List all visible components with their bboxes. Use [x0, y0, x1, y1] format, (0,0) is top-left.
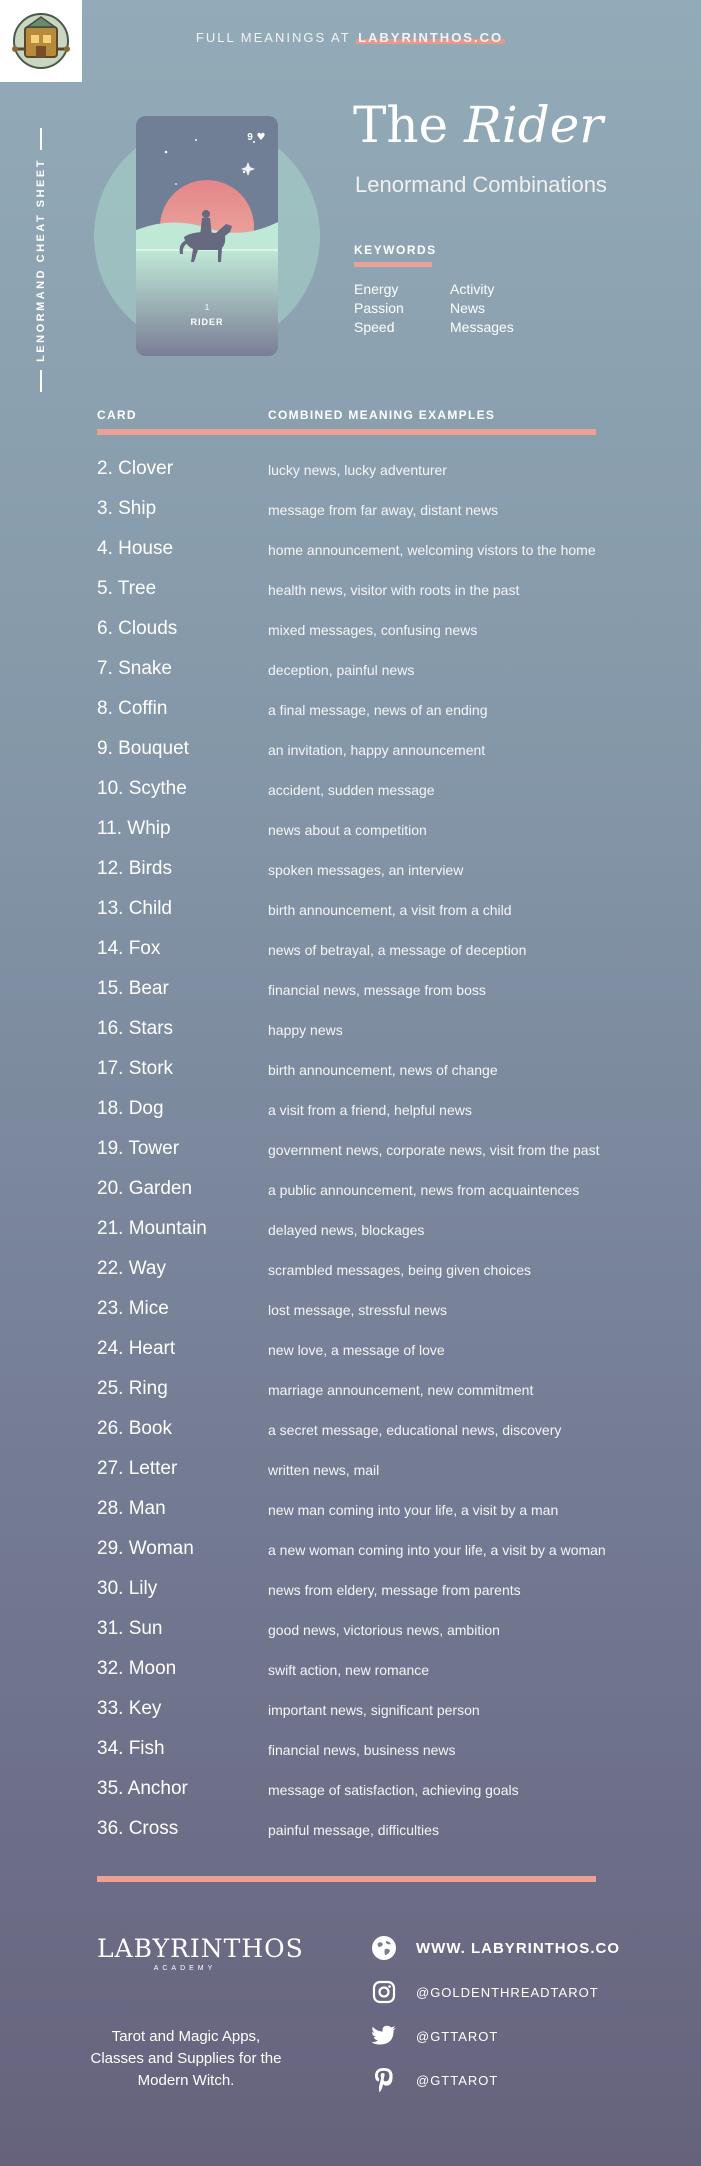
card-name-cell: 26. Book: [97, 1418, 172, 1439]
meaning-cell: good news, victorious news, ambition: [268, 1622, 500, 1638]
twitter-link[interactable]: [370, 2022, 498, 2050]
card-name-cell: 13. Child: [97, 898, 172, 919]
table-row: [97, 455, 617, 495]
table-row: [97, 1055, 617, 1095]
table-row: [97, 495, 617, 535]
table-row: [97, 575, 617, 615]
side-label-text: LENORMAND CHEAT SHEET: [35, 158, 47, 362]
card-name-cell: 10. Scythe: [97, 778, 187, 799]
card-name-cell: 30. Lily: [97, 1578, 158, 1599]
meaning-cell: new love, a message of love: [268, 1342, 445, 1358]
combinations-table: [97, 455, 617, 1855]
card-name-cell: 4. House: [97, 538, 174, 559]
instagram-icon: [370, 1978, 398, 2006]
table-row: [97, 1615, 617, 1655]
meaning-cell: mixed messages, confusing news: [268, 622, 478, 638]
meaning-cell: news of betrayal, a message of deception: [268, 942, 527, 958]
table-row: [97, 615, 617, 655]
meaning-cell: an invitation, happy announcement: [268, 742, 486, 758]
table-row: [97, 735, 617, 775]
instagram-label: @GOLDENTHREADTAROT: [416, 1984, 599, 2000]
card-name-cell: 9. Bouquet: [97, 738, 189, 759]
table-row: [97, 935, 617, 975]
table-row: [97, 855, 617, 895]
globe-icon: [370, 1934, 398, 1962]
page-title: [353, 96, 604, 154]
keyword: Passion: [354, 300, 404, 316]
meaning-cell: financial news, business news: [268, 1742, 456, 1758]
meaning-cell: important news, significant person: [268, 1702, 480, 1718]
meaning-cell: lucky news, lucky adventurer: [268, 462, 447, 478]
rider-card-illustration: [94, 112, 322, 364]
card-name-cell: 35. Anchor: [97, 1778, 188, 1799]
meaning-cell: birth announcement, a visit from a child: [268, 902, 512, 918]
pinterest-icon: [370, 2066, 398, 2094]
card-name-cell: 28. Man: [97, 1498, 166, 1519]
keywords-heading: KEYWORDS: [354, 243, 437, 257]
website-link[interactable]: [370, 1934, 620, 1962]
meaning-cell: spoken messages, an interview: [268, 862, 464, 878]
table-row: [97, 695, 617, 735]
card-name-cell: 23. Mice: [97, 1298, 169, 1319]
side-label: [28, 128, 54, 392]
table-row: [97, 815, 617, 855]
card-name-cell: 6. Clouds: [97, 618, 178, 639]
meaning-cell: news about a competition: [268, 822, 427, 838]
instagram-link[interactable]: [370, 1978, 599, 2006]
meaning-cell: news from eldery, message from parents: [268, 1582, 521, 1598]
meaning-cell: marriage announcement, new commitment: [268, 1382, 534, 1398]
card-name-cell: 14. Fox: [97, 938, 161, 959]
card-name-cell: 22. Way: [97, 1258, 166, 1279]
meaning-cell: health news, visitor with roots in the past: [268, 582, 520, 598]
keywords-right-column: [450, 280, 514, 337]
meaning-cell: a visit from a friend, helpful news: [268, 1102, 472, 1118]
table-row: [97, 1815, 617, 1855]
heart-icon: ♥: [256, 132, 266, 143]
table-row: [97, 1495, 617, 1535]
meaning-column-header: COMBINED MEANING EXAMPLES: [268, 408, 496, 422]
card-name-cell: 12. Birds: [97, 858, 172, 879]
table-row: [97, 1095, 617, 1135]
divider: [40, 128, 42, 150]
meaning-cell: deception, painful news: [268, 662, 415, 678]
table-row: [97, 975, 617, 1015]
meaning-cell: swift action, new romance: [268, 1662, 430, 1678]
brand-subtitle: ACADEMY: [153, 1965, 217, 1972]
table-row: [97, 1295, 617, 1335]
table-row: [97, 1135, 617, 1175]
footer-divider: [97, 1876, 596, 1882]
card-name-cell: 25. Ring: [97, 1378, 168, 1399]
table-row: [97, 1575, 617, 1615]
meaning-cell: message from far away, distant news: [268, 502, 499, 518]
card-name-cell: 31. Sun: [97, 1618, 163, 1639]
meaning-cell: written news, mail: [268, 1462, 380, 1478]
website-label: WWW. LABYRINTHOS.CO: [416, 1939, 620, 1957]
table-row: [97, 1175, 617, 1215]
twitter-label: @GTTAROT: [416, 2028, 499, 2044]
table-row: [97, 1335, 617, 1375]
keywords-left-column: [354, 280, 404, 337]
header-divider: [97, 429, 596, 435]
meaning-cell: painful message, difficulties: [268, 1822, 439, 1838]
table-row: [97, 1375, 617, 1415]
card-name: RIDER: [190, 317, 224, 327]
table-row: [97, 895, 617, 935]
keyword: Speed: [354, 319, 395, 335]
meaning-cell: delayed news, blockages: [268, 1222, 425, 1238]
table-row: [97, 1775, 617, 1815]
pinterest-link[interactable]: [370, 2066, 498, 2094]
table-row: [97, 1255, 617, 1295]
meaning-cell: home announcement, welcoming vistors to the home: [268, 542, 596, 558]
card-name-cell: 2. Clover: [97, 458, 174, 479]
brand-name: LABYRINTHOS: [97, 1934, 304, 1963]
card-name-cell: 15. Bear: [97, 978, 169, 999]
card-name-cell: 27. Letter: [97, 1458, 178, 1479]
table-row: [97, 1455, 617, 1495]
card-name-cell: 17. Stork: [97, 1058, 174, 1079]
card-name-cell: 20. Garden: [97, 1178, 193, 1199]
meaning-cell: financial news, message from boss: [268, 982, 486, 998]
table-row: [97, 1735, 617, 1775]
meaning-cell: a public announcement, news from acquaintences: [268, 1182, 580, 1198]
top-banner: [0, 30, 701, 45]
pinterest-label: @GTTAROT: [416, 2072, 499, 2088]
meaning-cell: a new woman coming into your life, a visit by a woman: [268, 1542, 606, 1558]
table-row: [97, 1215, 617, 1255]
card-name-cell: 11. Whip: [97, 818, 171, 839]
card-name-cell: 8. Coffin: [97, 698, 168, 719]
keyword: Activity: [450, 281, 495, 297]
table-row: [97, 1655, 617, 1695]
keyword: Messages: [450, 319, 514, 335]
meaning-cell: message of satisfaction, achieving goals: [268, 1782, 519, 1798]
card-name-cell: 19. Tower: [97, 1138, 180, 1159]
table-row: [97, 1415, 617, 1455]
meaning-cell: birth announcement, news of change: [268, 1062, 498, 1078]
table-row: [97, 655, 617, 695]
page-subtitle: Lenormand Combinations: [355, 172, 607, 197]
card-name-cell: 34. Fish: [97, 1738, 165, 1759]
banner-site-link[interactable]: LABYRINTHOS.CO: [358, 30, 504, 45]
meaning-cell: accident, sudden message: [268, 782, 435, 798]
card-index: 1: [204, 303, 210, 312]
table-row: [97, 1015, 617, 1055]
card-name-cell: 18. Dog: [97, 1098, 164, 1119]
meaning-cell: a secret message, educational news, discovery: [268, 1422, 562, 1438]
title-prefix: The: [353, 96, 449, 154]
card-name-cell: 24. Heart: [97, 1338, 176, 1359]
keyword: News: [450, 300, 486, 316]
divider: [40, 370, 42, 392]
keyword: Energy: [354, 281, 399, 297]
meaning-cell: scrambled messages, being given choices: [268, 1262, 532, 1278]
card-name-cell: 32. Moon: [97, 1658, 177, 1679]
card-name-cell: 29. Woman: [97, 1538, 194, 1559]
card-name-cell: 3. Ship: [97, 498, 157, 519]
meaning-cell: lost message, stressful news: [268, 1302, 447, 1318]
table-row: [97, 1535, 617, 1575]
footer-brand[interactable]: [97, 1934, 304, 1972]
table-row: [97, 1695, 617, 1735]
meaning-cell: new man coming into your life, a visit by a man: [268, 1502, 559, 1518]
title-emphasis: Rider: [464, 96, 604, 154]
footer-tagline: Tarot and Magic Apps, Classes and Supplies for the Modern Witch.: [90, 2028, 282, 2089]
banner-prefix: FULL MEANINGS AT: [195, 30, 351, 45]
card-column-header: CARD: [97, 408, 137, 422]
card-name-cell: 5. Tree: [97, 578, 157, 599]
card-number: 9: [247, 132, 253, 143]
twitter-icon: [370, 2022, 398, 2050]
table-row: [97, 535, 617, 575]
meaning-cell: government news, corporate news, visit from the past: [268, 1142, 600, 1158]
card-name-cell: 33. Key: [97, 1698, 162, 1719]
card-name-cell: 21. Mountain: [97, 1218, 207, 1239]
keywords-underline: [354, 262, 432, 267]
meaning-cell: a final message, news of an ending: [268, 702, 488, 718]
meaning-cell: happy news: [268, 1022, 343, 1038]
card-name-cell: 7. Snake: [97, 658, 172, 679]
card-name-cell: 36. Cross: [97, 1818, 179, 1839]
card-name-cell: 16. Stars: [97, 1018, 174, 1039]
table-row: [97, 775, 617, 815]
